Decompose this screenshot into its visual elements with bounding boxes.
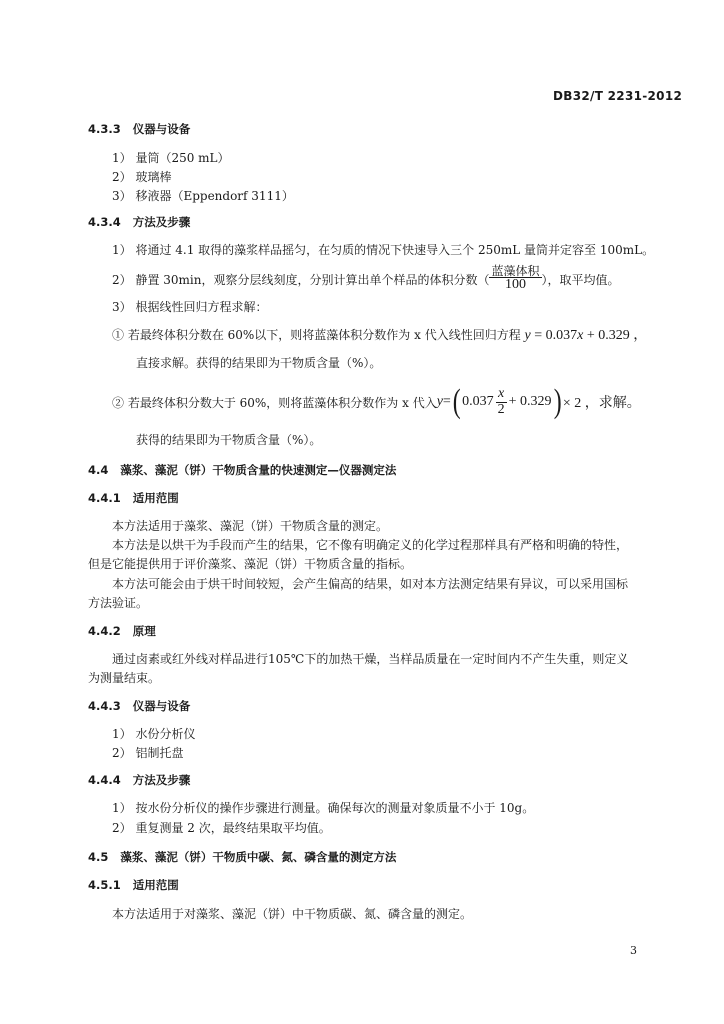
section-number: 4.3.3 xyxy=(88,122,121,136)
paragraph-continued: 方法验证。 xyxy=(88,596,149,610)
section-number: 4.5 xyxy=(88,850,109,864)
step-2 xyxy=(112,259,620,299)
step-2-text-end: ），取平均值。 xyxy=(541,272,620,287)
section-4-3-3-heading xyxy=(88,121,190,137)
section-4-5-1-heading xyxy=(88,877,179,893)
section-4-4-1-heading xyxy=(88,490,179,506)
section-4-4-3-heading xyxy=(88,698,190,714)
paragraph: 本方法适用于对藻浆、藻泥（饼）中干物质碳、氮、磷含量的测定。 xyxy=(112,907,473,921)
case-2 xyxy=(112,380,641,424)
step-1: 1） 将通过 4.1 取得的藻浆样品摇匀，在匀质的情况下快速导入三个 250mL 量筒并定容至 100mL。 xyxy=(112,243,655,257)
section-title: 藻浆、藻泥（饼）干物质含量的快速测定—仪器测定法 xyxy=(120,463,397,477)
section-title: 藻浆、藻泥（饼）干物质中碳、氮、磷含量的测定方法 xyxy=(120,850,397,864)
paragraph: 本方法适用于藻浆、藻泥（饼）干物质含量的测定。 xyxy=(112,519,389,533)
list-item: 1） 量筒（250 mL） xyxy=(112,151,230,165)
section-4-4-heading xyxy=(88,462,396,478)
paragraph-continued: 但是它能提供用于评价藻浆、藻泥（饼）干物质含量的指标。 xyxy=(88,557,413,571)
step-3: 3） 根据线性回归方程求解： xyxy=(112,300,268,314)
case-1-note: 直接求解。获得的结果即为干物质含量（%）。 xyxy=(136,356,382,370)
step-2-text: 2） 静置 30min，观察分层线刻度，分别计算出单个样品的体积分数（ xyxy=(112,272,490,287)
volume-fraction xyxy=(489,265,541,293)
list-item: 2） 重复测量 2 次，最终结果取平均值。 xyxy=(112,821,331,835)
section-4-5-heading xyxy=(88,849,396,865)
section-4-3-4-heading xyxy=(88,214,190,230)
regression-equation-2: y = ( 0.037 $\frac{x}{2}$ + 0.329 ) × 2 ，求解。 xyxy=(436,383,641,420)
section-number: 4.4.1 xyxy=(88,491,121,505)
section-title: 仪器与设备 xyxy=(132,699,191,713)
section-number: 4.4.3 xyxy=(88,699,121,713)
section-number: 4.4 xyxy=(88,463,109,477)
section-title: 方法及步骤 xyxy=(132,215,191,229)
document-code: DB32/T 2231-2012 xyxy=(553,89,683,103)
section-title: 原理 xyxy=(132,624,156,638)
fraction-denominator: 100 xyxy=(504,277,526,293)
section-title: 适用范围 xyxy=(132,491,179,505)
paragraph: 本方法可能会由于烘干时间较短，会产生偏高的结果，如对本方法测定结果有异议，可以采用国标 xyxy=(112,577,629,591)
section-number: 4.4.4 xyxy=(88,773,121,787)
section-title: 方法及步骤 xyxy=(132,773,191,787)
paragraph: 本方法是以烘干为手段而产生的结果，它不像有明确定义的化学过程那样具有严格和明确的特性， xyxy=(112,538,629,552)
section-number: 4.4.2 xyxy=(88,624,121,638)
section-4-4-2-heading xyxy=(88,623,156,639)
list-item: 2） 铝制托盘 xyxy=(112,746,184,760)
section-title: 仪器与设备 xyxy=(132,122,191,136)
paragraph-continued: 为测量结束。 xyxy=(88,671,161,685)
case-2-note: 获得的结果即为干物质含量（%）。 xyxy=(136,433,322,447)
list-item: 3） 移液器（Eppendorf 3111） xyxy=(112,189,294,203)
section-title: 适用范围 xyxy=(132,878,179,892)
fraction-numerator: 蓝藻体积 xyxy=(491,263,540,278)
case-1-text: ① 若最终体积分数在 60%以下，则将蓝藻体积分数作为 x 代入线性回归方程 xyxy=(112,328,521,342)
list-item: 1） 水份分析仪 xyxy=(112,727,196,741)
section-number: 4.3.4 xyxy=(88,215,121,229)
case-2-text: ② 若最终体积分数大于 60%，则将蓝藻体积分数作为 x 代入 xyxy=(112,395,437,410)
case-1 xyxy=(112,324,647,344)
page-number: 3 xyxy=(630,944,637,957)
section-number: 4.5.1 xyxy=(88,878,121,892)
list-item: 1） 按水份分析仪的操作步骤进行测量。确保每次的测量对象质量不小于 10g。 xyxy=(112,801,535,815)
section-4-4-4-heading xyxy=(88,772,190,788)
list-item: 2） 玻璃棒 xyxy=(112,170,172,184)
regression-equation: y = 0.037x + 0.329 ， xyxy=(524,328,648,343)
paragraph: 通过卤素或红外线对样品进行105℃下的加热干燥，当样品质量在一定时间内不产生失重，则定义 xyxy=(112,652,629,666)
